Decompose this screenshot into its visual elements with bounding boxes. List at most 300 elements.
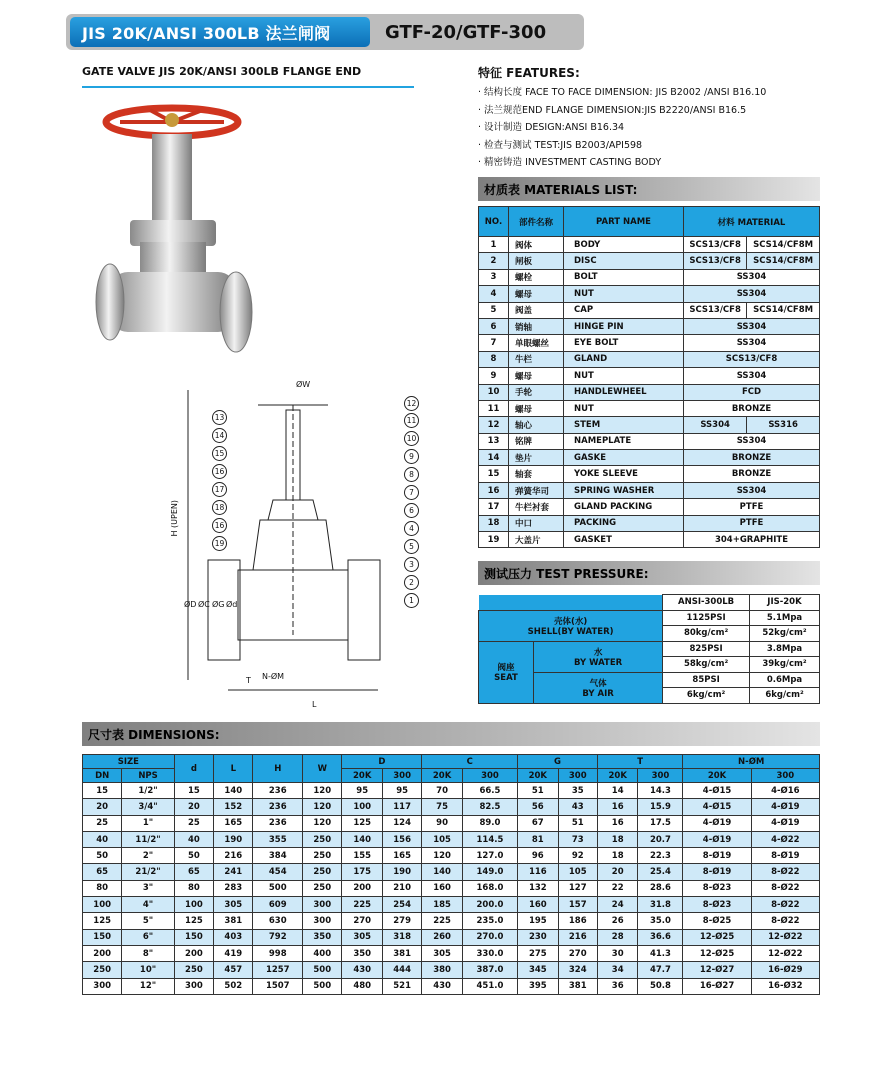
mat-material: SS304 bbox=[684, 335, 820, 351]
dimension-cell: 350 bbox=[342, 945, 383, 961]
mat-no: 17 bbox=[479, 499, 509, 515]
dimension-cell: 400 bbox=[303, 945, 342, 961]
part-callout: 11 bbox=[404, 413, 419, 428]
mat-material: SCS13/CF8 bbox=[684, 253, 747, 269]
dimension-cell: 235.0 bbox=[462, 913, 517, 929]
dimension-cell: 195 bbox=[518, 913, 559, 929]
dimension-cell: 168.0 bbox=[462, 880, 517, 896]
dimension-cell: 140 bbox=[214, 783, 253, 799]
dimension-cell: 20 bbox=[83, 799, 122, 815]
dimension-cell: 451.0 bbox=[462, 978, 517, 994]
dimension-cell: 381 bbox=[214, 913, 253, 929]
part-callout: 16 bbox=[212, 464, 227, 479]
part-callout: 15 bbox=[212, 446, 227, 461]
dim-h-300: 300 bbox=[462, 769, 517, 783]
dimension-cell: 4-Ø19 bbox=[683, 815, 751, 831]
dimension-cell: 8-Ø25 bbox=[683, 913, 751, 929]
part-callout: 16 bbox=[212, 518, 227, 533]
shell-cn: 壳体(水) bbox=[553, 616, 588, 627]
dimension-cell: 125 bbox=[174, 913, 213, 929]
mat-cn: 销轴 bbox=[509, 318, 564, 334]
dimension-cell: 16-Ø29 bbox=[751, 962, 819, 978]
mat-header-en: PART NAME bbox=[564, 207, 684, 237]
mat-material: SS304 bbox=[684, 482, 820, 498]
dimension-row bbox=[83, 880, 820, 896]
mat-en: GASKE bbox=[564, 450, 684, 466]
part-callout: 10 bbox=[404, 431, 419, 446]
pressure-value: 5.1Mpa bbox=[750, 610, 820, 626]
part-callout: 3 bbox=[404, 557, 419, 572]
dimension-cell: 8-Ø23 bbox=[683, 880, 751, 896]
dimension-cell: 51 bbox=[558, 815, 597, 831]
mat-en: BODY bbox=[564, 237, 684, 253]
dimension-cell: 127 bbox=[558, 880, 597, 896]
pressure-value: 6kg/cm² bbox=[750, 688, 820, 704]
part-callout: 6 bbox=[404, 503, 419, 518]
dimension-cell: 65 bbox=[83, 864, 122, 880]
dimension-cell: 444 bbox=[382, 962, 421, 978]
mat-no: 1 bbox=[479, 237, 509, 253]
header-title: JIS 20K/ANSI 300LB 法兰闸阀 bbox=[70, 17, 370, 47]
dimension-cell: 12-Ø27 bbox=[683, 962, 751, 978]
mat-cn: 垫片 bbox=[509, 450, 564, 466]
mat-cn: 单眼螺丝 bbox=[509, 335, 564, 351]
dimension-cell: 403 bbox=[214, 929, 253, 945]
mat-en: NUT bbox=[564, 368, 684, 384]
dim-h-l: L bbox=[214, 755, 253, 783]
dimension-cell: 185 bbox=[422, 897, 463, 913]
dimension-row bbox=[83, 799, 820, 815]
mat-no: 18 bbox=[479, 515, 509, 531]
dimension-row bbox=[83, 831, 820, 847]
dimension-cell: 28 bbox=[597, 929, 638, 945]
dimension-cell: 20 bbox=[597, 864, 638, 880]
feature-item: · 精密铸造 INVESTMENT CASTING BODY bbox=[478, 154, 766, 172]
dimension-cell: 260 bbox=[422, 929, 463, 945]
dim-h-T: T bbox=[597, 755, 683, 769]
mat-material: PTFE bbox=[684, 515, 820, 531]
part-callout: 8 bbox=[404, 467, 419, 482]
dimension-cell: 160 bbox=[518, 897, 559, 913]
mat-no: 16 bbox=[479, 482, 509, 498]
dimension-cell: 8-Ø22 bbox=[751, 897, 819, 913]
dimension-cell: 500 bbox=[253, 880, 303, 896]
material-row bbox=[479, 433, 820, 449]
dimension-cell: 200 bbox=[342, 880, 383, 896]
mat-material: 304+GRAPHITE bbox=[684, 532, 820, 548]
dimension-cell: 305 bbox=[342, 929, 383, 945]
dimension-cell: 116 bbox=[518, 864, 559, 880]
material-row bbox=[479, 237, 820, 253]
dimension-cell: 12-Ø25 bbox=[683, 945, 751, 961]
dimension-cell: 1/2" bbox=[122, 783, 174, 799]
material-row bbox=[479, 253, 820, 269]
dimension-cell: 8-Ø23 bbox=[683, 897, 751, 913]
dimension-cell: 270 bbox=[558, 945, 597, 961]
dimension-cell: 4" bbox=[122, 897, 174, 913]
dimension-cell: 132 bbox=[518, 880, 559, 896]
pressure-value: 85PSI bbox=[663, 672, 750, 688]
dim-d-label: ØD bbox=[184, 600, 197, 609]
dimension-row bbox=[83, 783, 820, 799]
dimension-cell: 28.6 bbox=[638, 880, 683, 896]
dimension-cell: 24 bbox=[597, 897, 638, 913]
dim-l-label: L bbox=[312, 700, 317, 709]
dimension-cell: 521 bbox=[382, 978, 421, 994]
dimension-cell: 4-Ø19 bbox=[751, 799, 819, 815]
part-callout: 14 bbox=[212, 428, 227, 443]
dimension-cell: 4-Ø22 bbox=[751, 831, 819, 847]
dimension-row bbox=[83, 913, 820, 929]
dimension-cell: 89.0 bbox=[462, 815, 517, 831]
mat-en: YOKE SLEEVE bbox=[564, 466, 684, 482]
dimension-cell: 8-Ø22 bbox=[751, 864, 819, 880]
mat-en: STEM bbox=[564, 417, 684, 433]
dimension-cell: 95 bbox=[382, 783, 421, 799]
mat-en: HINGE PIN bbox=[564, 318, 684, 334]
dimension-cell: 250 bbox=[174, 962, 213, 978]
subtitle: GATE VALVE JIS 20K/ANSI 300LB FLANGE END bbox=[82, 65, 362, 78]
dim-h-300: 300 bbox=[638, 769, 683, 783]
mat-material: SCS14/CF8M bbox=[747, 237, 820, 253]
dimension-cell: 21/2" bbox=[122, 864, 174, 880]
dimension-cell: 250 bbox=[83, 962, 122, 978]
dimension-cell: 318 bbox=[382, 929, 421, 945]
dimension-cell: 43 bbox=[558, 799, 597, 815]
dimension-cell: 8-Ø19 bbox=[751, 848, 819, 864]
dimension-cell: 40 bbox=[83, 831, 122, 847]
air-label bbox=[534, 672, 663, 703]
dimension-cell: 279 bbox=[382, 913, 421, 929]
mat-no: 11 bbox=[479, 400, 509, 416]
dimension-row bbox=[83, 962, 820, 978]
dimension-cell: 20.7 bbox=[638, 831, 683, 847]
dimension-cell: 14.3 bbox=[638, 783, 683, 799]
dimension-cell: 225 bbox=[422, 913, 463, 929]
pressure-title: 测试压力 TEST PRESSURE: bbox=[478, 561, 820, 585]
mat-cn: 大盖片 bbox=[509, 532, 564, 548]
dimension-cell: 67 bbox=[518, 815, 559, 831]
dimension-cell: 454 bbox=[253, 864, 303, 880]
dimension-cell: 457 bbox=[214, 962, 253, 978]
dimension-cell: 80 bbox=[83, 880, 122, 896]
part-callout: 9 bbox=[404, 449, 419, 464]
dimension-cell: 345 bbox=[518, 962, 559, 978]
water-label bbox=[534, 641, 663, 672]
material-row bbox=[479, 532, 820, 548]
dimension-cell: 50 bbox=[83, 848, 122, 864]
mat-en: PACKING bbox=[564, 515, 684, 531]
dimension-cell: 6" bbox=[122, 929, 174, 945]
dimension-cell: 502 bbox=[214, 978, 253, 994]
materials-table bbox=[478, 206, 820, 548]
dimension-row bbox=[83, 978, 820, 994]
dimension-cell: 157 bbox=[558, 897, 597, 913]
dimension-cell: 12" bbox=[122, 978, 174, 994]
dimension-cell: 8-Ø22 bbox=[751, 913, 819, 929]
dimension-cell: 80 bbox=[174, 880, 213, 896]
mat-cn: 铭牌 bbox=[509, 433, 564, 449]
material-row bbox=[479, 351, 820, 367]
seat-cn: 阀座 bbox=[497, 663, 515, 673]
dimension-cell: 387.0 bbox=[462, 962, 517, 978]
dimension-cell: 12-Ø25 bbox=[683, 929, 751, 945]
dimension-cell: 35.0 bbox=[638, 913, 683, 929]
part-callout: 1 bbox=[404, 593, 419, 608]
dimensions-title: 尺寸表 DIMENSIONS: bbox=[82, 722, 820, 746]
mat-en: NAMEPLATE bbox=[564, 433, 684, 449]
dimension-cell: 3" bbox=[122, 880, 174, 896]
dimension-cell: 500 bbox=[303, 978, 342, 994]
dim-h-D: D bbox=[342, 755, 422, 769]
dimension-cell: 381 bbox=[558, 978, 597, 994]
dimension-cell: 300 bbox=[174, 978, 213, 994]
materials-title: 材质表 MATERIALS LIST: bbox=[478, 177, 820, 201]
dimension-cell: 2" bbox=[122, 848, 174, 864]
dimension-cell: 4-Ø19 bbox=[751, 815, 819, 831]
dimension-cell: 380 bbox=[422, 962, 463, 978]
dim-h-G: G bbox=[518, 755, 598, 769]
material-row bbox=[479, 499, 820, 515]
dimension-cell: 160 bbox=[422, 880, 463, 896]
dimension-cell: 384 bbox=[253, 848, 303, 864]
part-callout: 5 bbox=[404, 539, 419, 554]
dimension-cell: 40 bbox=[174, 831, 213, 847]
water-cn: 水 bbox=[593, 647, 603, 658]
dimension-cell: 16-Ø32 bbox=[751, 978, 819, 994]
dimension-cell: 200.0 bbox=[462, 897, 517, 913]
mat-cn: 轴套 bbox=[509, 466, 564, 482]
dimension-cell: 120 bbox=[422, 848, 463, 864]
dimension-cell: 82.5 bbox=[462, 799, 517, 815]
dimension-cell: 120 bbox=[303, 815, 342, 831]
mat-material: FCD bbox=[684, 384, 820, 400]
dimension-cell: 630 bbox=[253, 913, 303, 929]
mat-cn: 手轮 bbox=[509, 384, 564, 400]
dimension-cell: 200 bbox=[83, 945, 122, 961]
dimension-cell: 175 bbox=[342, 864, 383, 880]
mat-no: 13 bbox=[479, 433, 509, 449]
dimension-cell: 65 bbox=[174, 864, 213, 880]
dim-h-w: W bbox=[303, 755, 342, 783]
dimension-cell: 16 bbox=[597, 799, 638, 815]
dim-h-label: H (UPEN) bbox=[170, 500, 179, 537]
dimension-cell: 241 bbox=[214, 864, 253, 880]
dimension-cell: 75 bbox=[422, 799, 463, 815]
dimension-cell: 11/2" bbox=[122, 831, 174, 847]
dimension-cell: 998 bbox=[253, 945, 303, 961]
pressure-value: 52kg/cm² bbox=[750, 626, 820, 642]
dimension-cell: 190 bbox=[214, 831, 253, 847]
material-row bbox=[479, 384, 820, 400]
dimension-cell: 18 bbox=[597, 831, 638, 847]
mat-cn: 轴心 bbox=[509, 417, 564, 433]
mat-en: DISC bbox=[564, 253, 684, 269]
mat-en: GLAND PACKING bbox=[564, 499, 684, 515]
mat-material: SS304 bbox=[684, 286, 820, 302]
dimension-cell: 30 bbox=[597, 945, 638, 961]
dimension-cell: 500 bbox=[303, 962, 342, 978]
mat-material: SS304 bbox=[684, 417, 747, 433]
dimension-cell: 250 bbox=[303, 831, 342, 847]
mat-material: SCS14/CF8M bbox=[747, 253, 820, 269]
dimension-cell: 25 bbox=[83, 815, 122, 831]
dim-dd-label: Ød bbox=[226, 600, 238, 609]
feature-item: · 检查与测试 TEST:JIS B2003/API598 bbox=[478, 137, 766, 155]
dimension-cell: 250 bbox=[303, 880, 342, 896]
mat-no: 15 bbox=[479, 466, 509, 482]
dimension-cell: 165 bbox=[382, 848, 421, 864]
dimension-cell: 419 bbox=[214, 945, 253, 961]
header-code: GTF-20/GTF-300 bbox=[385, 21, 547, 43]
dimension-cell: 26 bbox=[597, 913, 638, 929]
material-row bbox=[479, 417, 820, 433]
dim-h-20k: 20K bbox=[342, 769, 383, 783]
mat-cn: 牛栏衬套 bbox=[509, 499, 564, 515]
dimension-cell: 216 bbox=[558, 929, 597, 945]
dimension-cell: 70 bbox=[422, 783, 463, 799]
dimension-cell: 127.0 bbox=[462, 848, 517, 864]
dimension-cell: 236 bbox=[253, 799, 303, 815]
dim-w-label: ØW bbox=[296, 380, 311, 389]
dimension-row bbox=[83, 945, 820, 961]
dimension-cell: 165 bbox=[214, 815, 253, 831]
dimension-cell: 34 bbox=[597, 962, 638, 978]
mat-material: SS304 bbox=[684, 318, 820, 334]
dimension-row bbox=[83, 897, 820, 913]
mat-cn: 螺母 bbox=[509, 400, 564, 416]
mat-cn: 螺母 bbox=[509, 368, 564, 384]
dimension-cell: 117 bbox=[382, 799, 421, 815]
dimension-cell: 20 bbox=[174, 799, 213, 815]
dimension-cell: 300 bbox=[303, 897, 342, 913]
dim-g-label: ØG bbox=[212, 600, 225, 609]
dimension-cell: 140 bbox=[422, 864, 463, 880]
mat-cn: 阀体 bbox=[509, 237, 564, 253]
dimension-cell: 17.5 bbox=[638, 815, 683, 831]
dimension-row bbox=[83, 848, 820, 864]
dimension-cell: 73 bbox=[558, 831, 597, 847]
dimension-cell: 305 bbox=[422, 945, 463, 961]
mat-en: GASKET bbox=[564, 532, 684, 548]
dimension-cell: 225 bbox=[342, 897, 383, 913]
material-row bbox=[479, 269, 820, 285]
dimension-cell: 275 bbox=[518, 945, 559, 961]
dimension-cell: 395 bbox=[518, 978, 559, 994]
mat-no: 14 bbox=[479, 450, 509, 466]
dimension-cell: 50 bbox=[174, 848, 213, 864]
dimension-row bbox=[83, 864, 820, 880]
dimension-cell: 125 bbox=[342, 815, 383, 831]
dim-nm-label: N-ØM bbox=[262, 672, 285, 681]
dimension-cell: 120 bbox=[303, 783, 342, 799]
dimension-cell: 125 bbox=[83, 913, 122, 929]
material-row bbox=[479, 335, 820, 351]
feature-item: · 法兰规范END FLANGE DIMENSION:JIS B2220/ANSI B16.5 bbox=[478, 102, 766, 120]
dimension-cell: 3/4" bbox=[122, 799, 174, 815]
material-row bbox=[479, 302, 820, 318]
part-callout: 12 bbox=[404, 396, 419, 411]
mat-header-cn: 部件名称 bbox=[509, 207, 564, 237]
dimension-cell: 430 bbox=[422, 978, 463, 994]
mat-no: 5 bbox=[479, 302, 509, 318]
subtitle-underline bbox=[82, 86, 414, 88]
material-row bbox=[479, 450, 820, 466]
pressure-value: 3.8Mpa bbox=[750, 641, 820, 657]
dimension-cell: 216 bbox=[214, 848, 253, 864]
mat-material: BRONZE bbox=[684, 450, 820, 466]
dimension-cell: 5" bbox=[122, 913, 174, 929]
mat-material: BRONZE bbox=[684, 400, 820, 416]
feature-item: · 结构长度 FACE TO FACE DIMENSION: JIS B2002 /ANSI B16.10 bbox=[478, 84, 766, 102]
dimension-cell: 25.4 bbox=[638, 864, 683, 880]
dimension-cell: 15 bbox=[174, 783, 213, 799]
dim-h-d: d bbox=[174, 755, 213, 783]
material-row bbox=[479, 466, 820, 482]
mat-en: GLAND bbox=[564, 351, 684, 367]
dimension-cell: 14 bbox=[597, 783, 638, 799]
seat-label bbox=[479, 641, 534, 703]
mat-en: HANDLEWHEEL bbox=[564, 384, 684, 400]
dim-h-nm: N-ØM bbox=[683, 755, 820, 769]
dimension-cell: 200 bbox=[174, 945, 213, 961]
dimension-cell: 305 bbox=[214, 897, 253, 913]
dimension-cell: 300 bbox=[83, 978, 122, 994]
features-list bbox=[478, 84, 766, 172]
dimension-cell: 283 bbox=[214, 880, 253, 896]
dimension-cell: 300 bbox=[303, 913, 342, 929]
dimension-cell: 35 bbox=[558, 783, 597, 799]
dim-t-label: T bbox=[246, 676, 251, 685]
air-en: BY AIR bbox=[582, 688, 614, 699]
dimension-cell: 4-Ø16 bbox=[751, 783, 819, 799]
dim-h-size: SIZE bbox=[83, 755, 175, 769]
seat-en: SEAT bbox=[494, 673, 518, 683]
mat-no: 6 bbox=[479, 318, 509, 334]
dimension-cell: 22 bbox=[597, 880, 638, 896]
dimension-cell: 81 bbox=[518, 831, 559, 847]
dimension-cell: 22.3 bbox=[638, 848, 683, 864]
dimension-cell: 100 bbox=[342, 799, 383, 815]
feature-item: · 设计制造 DESIGN:ANSI B16.34 bbox=[478, 119, 766, 137]
dimension-cell: 96 bbox=[518, 848, 559, 864]
mat-cn: 闸板 bbox=[509, 253, 564, 269]
dimension-row bbox=[83, 929, 820, 945]
mat-cn: 牛栏 bbox=[509, 351, 564, 367]
dimension-cell: 10" bbox=[122, 962, 174, 978]
mat-cn: 中口 bbox=[509, 515, 564, 531]
dim-h-20k: 20K bbox=[422, 769, 463, 783]
dimension-cell: 190 bbox=[382, 864, 421, 880]
mat-no: 8 bbox=[479, 351, 509, 367]
mat-no: 3 bbox=[479, 269, 509, 285]
material-row bbox=[479, 286, 820, 302]
dimension-cell: 236 bbox=[253, 783, 303, 799]
mat-cn: 阀盖 bbox=[509, 302, 564, 318]
mat-en: BOLT bbox=[564, 269, 684, 285]
pressure-value: 1125PSI bbox=[663, 610, 750, 626]
shell-en: SHELL(BY WATER) bbox=[527, 626, 614, 637]
mat-cn: 螺母 bbox=[509, 286, 564, 302]
mat-no: 9 bbox=[479, 368, 509, 384]
dimension-cell: 105 bbox=[422, 831, 463, 847]
pressure-table bbox=[478, 594, 820, 704]
mat-material: PTFE bbox=[684, 499, 820, 515]
shell-label bbox=[479, 610, 663, 641]
dimension-cell: 15.9 bbox=[638, 799, 683, 815]
mat-material: SS304 bbox=[684, 269, 820, 285]
mat-cn: 弹簧华司 bbox=[509, 482, 564, 498]
